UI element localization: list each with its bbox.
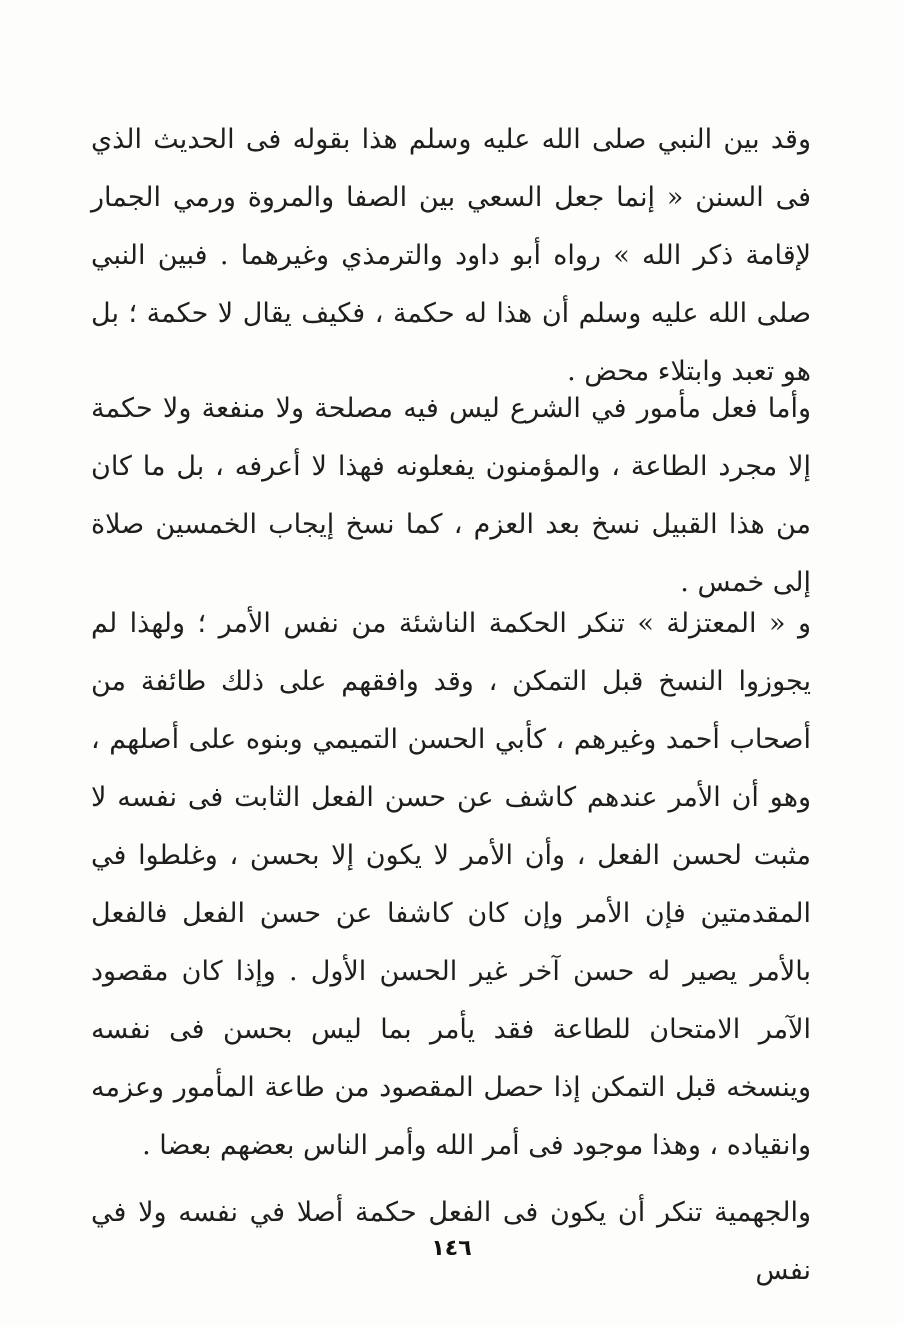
paragraph-2: وأما فعل مأمور في الشرع ليس فيه مصلحة ولا منفعة ولا حكمة إلا مجرد الطاعة ، والمؤمنون يفعلونه فهذا لا أعرفه ، بل ما كان من هذا القبيل نسخ بعد العزم ، كما نسخ إيجاب الخمسين صلاة إلى خمس . bbox=[91, 393, 811, 598]
paragraph-1: وقد بين النبي صلى الله عليه وسلم هذا بقوله فى الحديث الذي فى السنن « إنما جعل السعي بين الصفا والمروة ورمي الجمار لإقامة ذكر الله » رواه أبو داود والترمذي وغيرهما . فبين النبي صلى الله عليه وسلم أن هذا له حكمة ، فكيف يقال لا حكمة ؛ بل هو تعبد وابتلاء محض . bbox=[91, 124, 811, 387]
page-number: ١٤٦ bbox=[431, 1236, 472, 1261]
paragraph-3: و « المعتزلة » تنكر الحكمة الناشئة من نفس الأمر ؛ ولهذا لم يجوزوا النسخ قبل التمكن ، وقد وافقهم على ذلك طائفة من أصحاب أحمد وغيرهم ، كأبي الحسن التميمي وبنوه على أصلهم ، وهو أن الأمر عندهم كاشف عن حسن الفعل الثابت فى نفسه لا مثبت لحسن الفعل ، وأن الأمر لا يكون إلا بحسن ، وغلطوا في المقدمتين فإن الأمر وإن كان كاشفا عن حسن الفعل فالفعل بالأمر يصير له حسن آخر غير الحسن الأول . وإذا كان مقصود الآمر الامتحان للطاعة فقد يأمر بما ليس بحسن فى نفسه وينسخه قبل التمكن إذا حصل المقصود من طاعة المأمور وعزمه وانقياده ، وهذا موجود فى أمر الله وأمر الناس بعضهم بعضا . bbox=[91, 608, 811, 1161]
paragraph-4: والجهمية تنكر أن يكون فى الفعل حكمة أصلا في نفسه ولا في نفس bbox=[91, 1197, 811, 1286]
